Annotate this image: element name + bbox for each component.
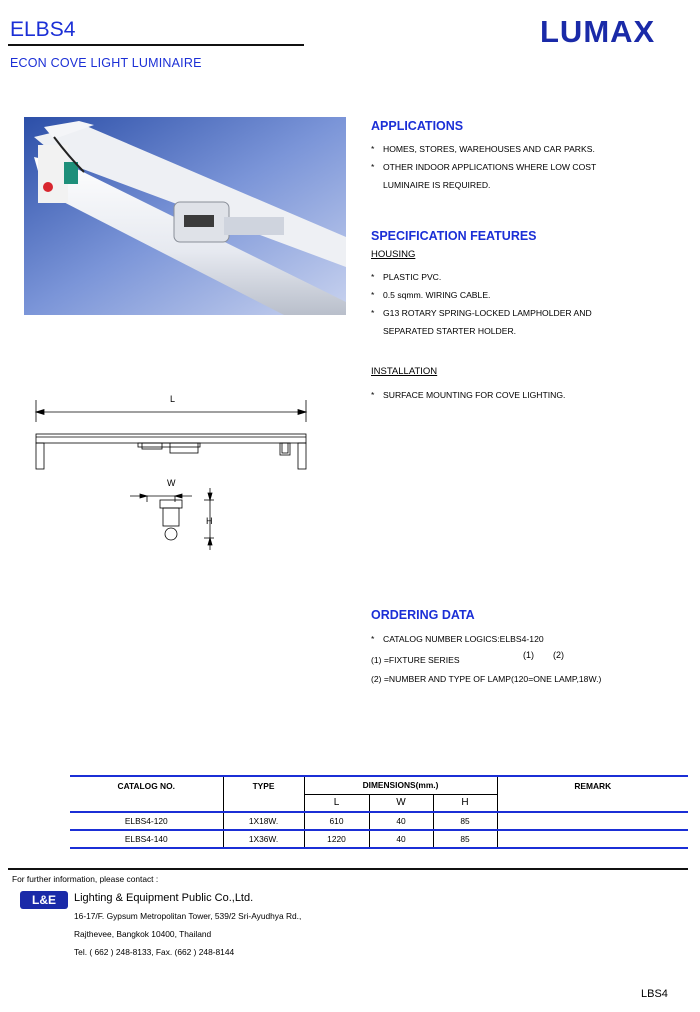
installation-list xyxy=(371,386,691,404)
applications-item: * OTHER INDOOR APPLICATIONS WHERE LOW COST xyxy=(371,162,597,172)
table-row xyxy=(70,830,688,848)
catalog-table xyxy=(70,777,688,849)
address-line-1: 16-17/F. Gypsum Metropolitan Tower, 539/2 Sri-Ayudhya Rd., xyxy=(74,911,302,921)
housing-item: SEPARATED STARTER HOLDER. xyxy=(383,326,517,336)
brand-logo: LUMAX xyxy=(540,14,656,49)
company-name: Lighting & Equipment Public Co.,Ltd. xyxy=(74,892,254,904)
cell-w: 40 xyxy=(369,812,433,830)
housing-item: * PLASTIC PVC. xyxy=(371,272,442,282)
cell-type: 1X18W. xyxy=(223,812,304,830)
ordering-fixture-series: (1) =FIXTURE SERIES xyxy=(371,655,460,665)
ordering-marker-2: (2) xyxy=(553,650,564,660)
header-dim-w: W xyxy=(369,794,433,812)
header-dimensions: DIMENSIONS(mm.) xyxy=(304,777,497,794)
header-remark: REMARK xyxy=(574,781,612,791)
table-header-row xyxy=(70,777,688,794)
header-type: TYPE xyxy=(223,777,304,812)
ordering-marker-1: (1) xyxy=(523,650,534,660)
housing-list xyxy=(371,268,691,340)
header-dim-l: L xyxy=(304,794,369,812)
length-label: L xyxy=(170,394,176,404)
ordering-heading: ORDERING DATA xyxy=(371,608,475,622)
product-subtitle: ECON COVE LIGHT LUMINAIRE xyxy=(10,56,202,70)
cell-l: 1220 xyxy=(304,830,369,848)
applications-item: * HOMES, STORES, WAREHOUSES AND CAR PARKS. xyxy=(371,144,595,154)
housing-item: * 0.5 sqmm. WIRING CABLE. xyxy=(371,290,491,300)
model-title: ELBS4 xyxy=(10,18,76,41)
ordering-lamp-type: (2) =NUMBER AND TYPE OF LAMP(120=ONE LAMP,18W.) xyxy=(371,674,602,684)
le-logo: L&E xyxy=(20,891,68,909)
height-label: H xyxy=(206,516,213,526)
cell-h: 85 xyxy=(433,830,497,848)
dimension-drawing xyxy=(30,390,320,565)
ordering-catalog-logic: * CATALOG NUMBER LOGICS:ELBS4-120 xyxy=(371,634,544,644)
specification-heading: SPECIFICATION FEATURES xyxy=(371,229,537,243)
applications-list xyxy=(371,140,691,194)
cell-w: 40 xyxy=(369,830,433,848)
cell-l: 610 xyxy=(304,812,369,830)
applications-item: LUMINAIRE IS REQUIRED. xyxy=(383,180,491,190)
table-row xyxy=(70,812,688,830)
cell-type: 1X36W. xyxy=(223,830,304,848)
installation-subheading: INSTALLATION xyxy=(371,366,438,377)
cell-h: 85 xyxy=(433,812,497,830)
cell-catalog: ELBS4-140 xyxy=(70,830,223,848)
cell-remark xyxy=(497,830,688,848)
installation-item: * SURFACE MOUNTING FOR COVE LIGHTING. xyxy=(371,390,566,400)
housing-subheading: HOUSING xyxy=(371,249,416,260)
housing-item: * G13 ROTARY SPRING-LOCKED LAMPHOLDER AND xyxy=(371,308,592,318)
width-label: W xyxy=(167,478,176,488)
cell-catalog: ELBS4-120 xyxy=(70,812,223,830)
header-dim-h: H xyxy=(433,794,497,812)
applications-heading: APPLICATIONS xyxy=(371,119,464,133)
header-catalog: CATALOG NO. xyxy=(70,777,223,812)
product-photo xyxy=(24,117,346,315)
footer-rule xyxy=(8,868,688,870)
header-rule xyxy=(8,44,304,46)
cell-remark xyxy=(497,812,688,830)
contact-prompt: For further information, please contact : xyxy=(12,874,159,884)
address-line-2: Rajthevee, Bangkok 10400, Thailand xyxy=(74,929,212,939)
contact-phone: Tel. ( 662 ) 248-8133, Fax. (662 ) 248-8144 xyxy=(74,947,235,957)
page-code: LBS4 xyxy=(641,988,668,1000)
